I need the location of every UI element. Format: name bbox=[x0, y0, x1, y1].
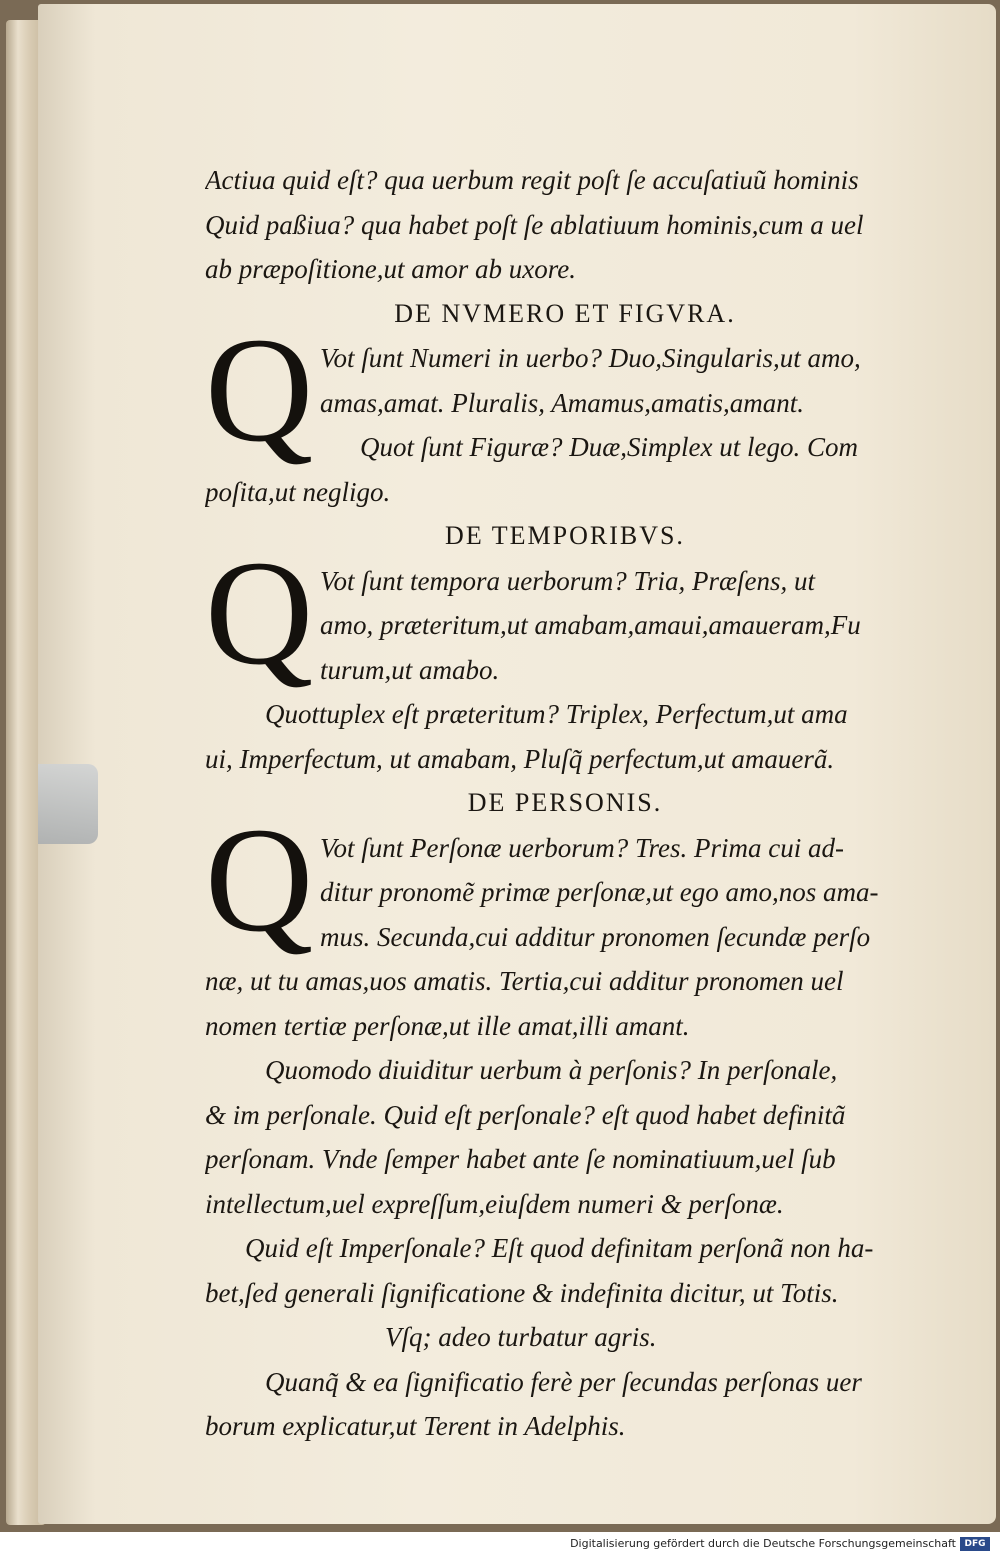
funding-credit: Digitalisierung gefördert durch die Deutsche Forschungsgemeinschaft bbox=[570, 1537, 956, 1550]
footer-bar bbox=[0, 1534, 1000, 1554]
text-line: intellectum,uel expreſſum,eiuſdem numeri & perſonæ. bbox=[205, 1188, 784, 1219]
text-line: Vot ſunt Numeri in uerbo? Duo,Singularis,ut amo, bbox=[320, 343, 861, 373]
text-line: poſita,ut negligo. bbox=[205, 476, 391, 507]
text-line: bet,ſed generali ſignificatione & indefinita dicitur, ut Totis. bbox=[205, 1277, 839, 1308]
text-line: Vſq; adeo turbatur agris. bbox=[385, 1322, 657, 1352]
drop-cap: Q bbox=[205, 796, 314, 963]
dfg-logo-icon: DFG bbox=[960, 1537, 990, 1551]
drop-cap: Q bbox=[205, 529, 314, 696]
text-line: Quanq̃ & ea ſignificatio ferè per ſecundas perſonas uer bbox=[265, 1366, 862, 1397]
text-line: turum,ut amabo. bbox=[320, 654, 500, 685]
text-line: ab præpoſitione,ut amor ab uxore. bbox=[205, 254, 576, 284]
section-heading: DE PERSONIS. bbox=[467, 788, 663, 817]
text-line: mus. Secunda,cui additur pronomen ſecundæ perſo bbox=[320, 921, 871, 952]
section-heading: DE NVMERO ET FIGVRA. bbox=[394, 298, 736, 328]
text-line: ditur pronomẽ primæ perſonæ,ut ego amo,nos ama- bbox=[320, 877, 879, 907]
text-line: nomen tertiæ perſonæ,ut ille amat,illi amant. bbox=[205, 1010, 690, 1041]
page-text bbox=[205, 158, 925, 1449]
text-line: Quot ſunt Figuræ? Duæ,Simplex ut lego. Com bbox=[360, 432, 858, 462]
text-line: Vot ſunt tempora uerborum? Tria, Præſens, ut bbox=[320, 565, 816, 596]
text-line: næ, ut tu amas,uos amatis. Tertia,cui additur pronomen uel bbox=[205, 966, 844, 996]
text-line: Vot ſunt Perſonæ uerborum? Tres. Prima cui ad- bbox=[320, 832, 844, 863]
text-line: Quomodo diuiditur uerbum à perſonis? In perſonale, bbox=[265, 1055, 838, 1085]
text-line: amas,amat. Pluralis, Amamus,amatis,amant. bbox=[320, 387, 805, 418]
text-line: Quottuplex eſt præteritum? Triplex, Perfectum,ut ama bbox=[265, 699, 848, 729]
text-line: borum explicatur,ut Terent in Adelphis. bbox=[205, 1411, 626, 1441]
text-line: perſonam. Vnde ſemper habet ante ſe nominatiuum,uel ſub bbox=[205, 1144, 836, 1174]
text-line: Actiua quid eſt? qua uerbum regit poſt ſe accuſatiuũ hominis bbox=[205, 165, 859, 195]
text-line: ui, Imperfectum, ut amabam, Pluſq̃ perfectum,ut amauerã. bbox=[205, 743, 835, 774]
text-line: Quid paßiua? qua habet poſt ſe ablatiuum hominis,cum a uel bbox=[205, 209, 864, 240]
text-line: amo, præteritum,ut amabam,amaui,amaueram,Fu bbox=[320, 610, 861, 640]
clip-tab bbox=[38, 764, 98, 844]
text-line: & im perſonale. Quid eſt perſonale? eſt quod habet definitã bbox=[205, 1099, 846, 1130]
section-heading: DE TEMPORIBVS. bbox=[445, 521, 685, 550]
text-line: Quid eſt Imperſonale? Eſt quod definitam perſonã non ha- bbox=[245, 1233, 874, 1263]
drop-cap: Q bbox=[205, 307, 314, 473]
